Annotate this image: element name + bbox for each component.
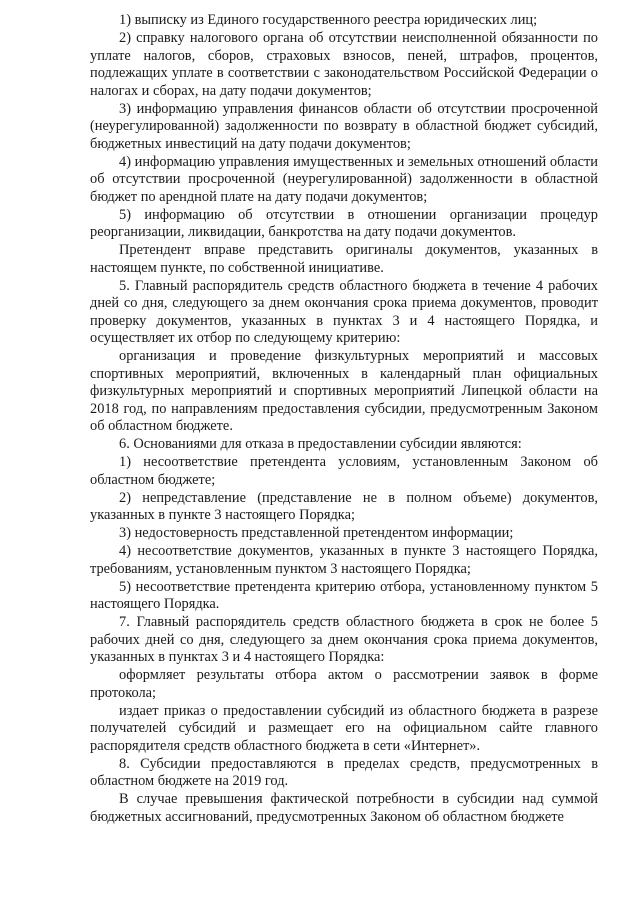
list-item-extract-egrul: 1) выписку из Единого государственного реестра юридических лиц; [119, 12, 538, 28]
clause-5: 5. Главный распорядитель средств областного бюджета в течение 4 рабочих дней со дня, следующего за днем окончания срока приема документов, проводит проверку документов, указанных в пунктах 3 и 4 настоящего Порядка, и осуществляет их отбор по следующему критерию: [90, 277, 598, 346]
clause-6: 6. Основаниями для отказа в предоставлении субсидии являются: [119, 436, 522, 452]
list-item-bankruptcy-info: 5) информацию об отсутствии в отношении организации процедур реорганизации, ликвидации, банкротства на дату подачи документов. [90, 206, 598, 240]
paragraph-originals: Претендент вправе представить оригиналы документов, указанных в настоящем пункте, по собственной инициативе. [90, 242, 598, 276]
clause-8: 8. Субсидии предоставляются в пределах средств, предусмотренных в областном бюджете на 2019 год. [90, 755, 598, 789]
paragraph-protocol: оформляет результаты отбора актом о рассмотрении заявок в форме протокола; [90, 667, 598, 701]
clause-7: 7. Главный распорядитель средств областного бюджета в срок не более 5 рабочих дней со дня, следующего за днем окончания срока приема документов, указанных в пунктах 3 и 4 настоящего Порядка: [90, 614, 598, 665]
list-item-tax-certificate: 2) справку налогового органа об отсутствии неисполненной обязанности по уплате налогов, сборов, страховых взносов, пеней, штрафов, процентов, подлежащих уплате в соответствии с законодательством Российской Федерации о налогах и сборах, на дату подачи документов; [90, 30, 598, 99]
list-item-property-info: 4) информацию управления имущественных и земельных отношений области об отсутствии просроченной (неурегулированной) задолженности в областной бюджет по арендной плате на дату подачи документов; [90, 153, 598, 205]
paragraph-order: издает приказ о предоставлении субсидий из областного бюджета в разрезе получателей субсидий и размещает его на официальном сайте главного распорядителя средств областного бюджета в сети «Интернет». [90, 702, 598, 754]
refusal-item-5: 5) несоответствие претендента критерию отбора, установленному пунктом 5 настоящего Порядка. [90, 578, 598, 612]
refusal-item-3: 3) недостоверность представленной претендентом информации; [119, 525, 514, 541]
paragraph-criterion: организация и проведение физкультурных мероприятий и массовых спортивных мероприятий, включенных в календарный план официальных физкультурных мероприятий и спортивных мероприятий Липецкой области на 2018 год, по направлениям предоставления субсидии, предусмотренным Законом об областном бюджете. [90, 348, 598, 434]
refusal-item-1: 1) несоответствие претендента условиям, установленным Законом об областном бюджете; [90, 454, 598, 488]
refusal-item-4: 4) несоответствие документов, указанных в пункте 3 настоящего Порядка, требованиям, установленным пунктом 3 настоящего Порядка; [90, 543, 598, 577]
paragraph-excess: В случае превышения фактической потребности в субсидии над суммой бюджетных ассигнований, предусмотренных Законом об областном бюджете [90, 791, 598, 825]
list-item-finance-info: 3) информацию управления финансов области об отсутствии просроченной (неурегулированной) задолженности по возврату в областной бюджет субсидий, бюджетных инвестиций на дату подачи документов; [90, 100, 598, 152]
refusal-item-2: 2) непредставление (представление не в полном объеме) документов, указанных в пункте 3 настоящего Порядка; [90, 489, 598, 523]
document-page [90, 12, 598, 827]
